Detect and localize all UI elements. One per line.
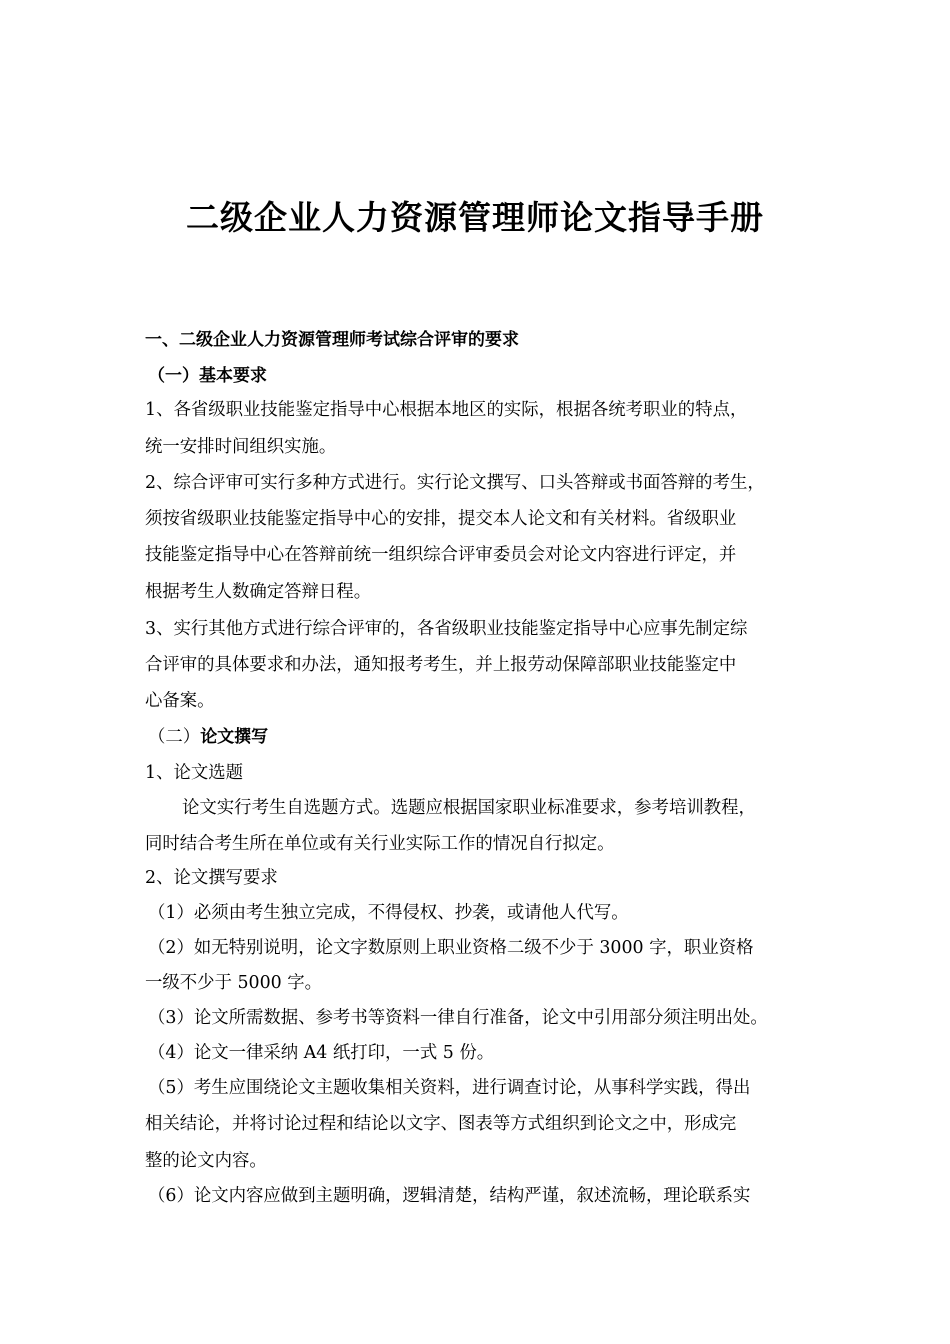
paragraph-line: 3、实行其他方式进行综合评审的，各省级职业技能鉴定指导中心应事先制定综: [145, 619, 748, 639]
section-heading: 一、二级企业人力资源管理师考试综合评审的要求: [145, 330, 519, 350]
paragraph-line: 1、论文选题: [145, 763, 244, 783]
paragraph-line: （2）如无特别说明，论文字数原则上职业资格二级不少于 3000 字，职业资格: [148, 938, 754, 958]
paragraph-line: 2、综合评审可实行多种方式进行。实行论文撰写、口头答辩或书面答辩的考生，: [145, 473, 765, 493]
paragraph-line: （6）论文内容应做到主题明确，逻辑清楚，结构严谨，叙述流畅，理论联系实: [148, 1186, 751, 1206]
paragraph-line: （5）考生应围绕论文主题收集相关资料，进行调查讨论，从事科学实践，得出: [148, 1078, 751, 1098]
paragraph-line: 统一安排时间组织实施。: [145, 437, 337, 457]
subsection-number: （二）: [148, 727, 201, 747]
subsection-heading-writing: [148, 725, 268, 749]
paragraph-line: 心备案。: [145, 691, 215, 711]
paragraph-line: 技能鉴定指导中心在答辩前统一组织综合评审委员会对论文内容进行评定，并: [145, 545, 737, 565]
paragraph-line: 根据考生人数确定答辩日程。: [145, 582, 372, 602]
paragraph-line: 一级不少于 5000 字。: [145, 973, 323, 993]
subsection-title: 论文撰写: [200, 727, 269, 747]
paragraph-line: （4）论文一律采纳 A4 纸打印，一式 5 份。: [148, 1043, 495, 1063]
paragraph-line: 相关结论，并将讨论过程和结论以文字、图表等方式组织到论文之中，形成完: [145, 1114, 737, 1134]
paragraph-line: 整的论文内容。: [145, 1151, 267, 1171]
subsection-heading-basic: （一）基本要求: [148, 366, 267, 386]
paragraph-line: （3）论文所需数据、参考书等资料一律自行准备，论文中引用部分须注明出处。: [148, 1008, 768, 1028]
paragraph-line: 须按省级职业技能鉴定指导中心的安排，提交本人论文和有关材料。省级职业: [145, 509, 737, 529]
paragraph-line: 合评审的具体要求和办法，通知报考考生，并上报劳动保障部职业技能鉴定中: [145, 655, 737, 675]
paragraph-line: 1、各省级职业技能鉴定指导中心根据本地区的实际，根据各统考职业的特点，: [145, 400, 748, 420]
document-title: 二级企业人力资源管理师论文指导手册: [186, 198, 764, 237]
paragraph-line: （1）必须由考生独立完成，不得侵权、抄袭，或请他人代写。: [148, 903, 629, 923]
paragraph-line: 论文实行考生自选题方式。选题应根据国家职业标准要求，参考培训教程，: [182, 798, 756, 818]
paragraph-line: 2、论文撰写要求: [145, 868, 278, 888]
paragraph-line: 同时结合考生所在单位或有关行业实际工作的情况自行拟定。: [145, 834, 615, 854]
